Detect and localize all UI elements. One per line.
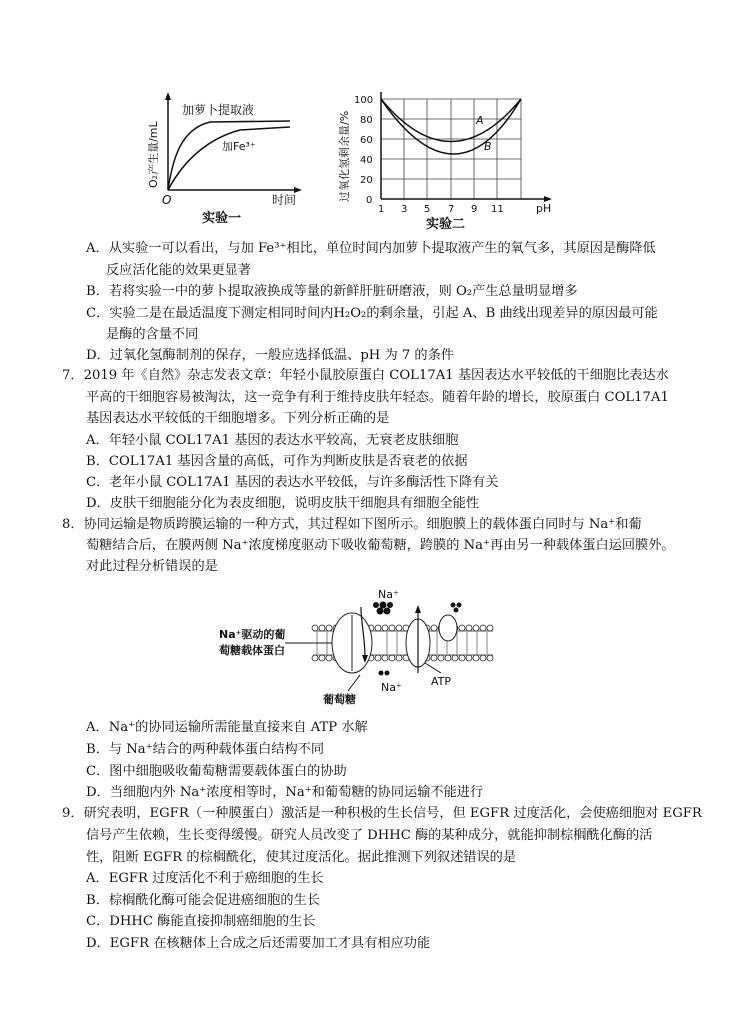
x-axis-label: 时间: [272, 193, 297, 207]
q8-option-b: B．与 Na⁺结合的两种载体蛋白结构不同: [86, 742, 325, 757]
y-tick: 100: [354, 95, 374, 106]
y-axis-label: O₂产生量/mL: [147, 121, 160, 188]
q9-option-b: B．棕榈酰化酶可能会促进癌细胞的生长: [86, 893, 320, 908]
label-curve-b: B: [484, 140, 492, 153]
q8-option-c: C．图中细胞吸收葡萄糖需要载体蛋白的协助: [86, 764, 347, 779]
q6-option-d: D．过氧化氢酶制剂的保存，一般应选择低温、pH 为 7 的条件: [86, 348, 454, 363]
y-tick: 40: [360, 155, 373, 166]
q8-option-a: A．Na⁺的协同运输所需能量直接来自 ATP 水解: [86, 720, 368, 735]
q9-stem-cont: 信号产生依赖，生长变得缓慢。研究人员改变了 DHHC 酶的某种成分，就能抑制棕榈酰化酶的活: [86, 828, 653, 843]
na-cluster-top: [373, 602, 393, 615]
q7-option-b: B．COL17A1 基因含量的高低，可作为判断皮肤是否衰老的依据: [86, 454, 468, 469]
x-tick: 11: [491, 204, 504, 215]
na-cluster-right: [451, 603, 462, 613]
q8-stem-cont: 萄糖结合后，在膜两侧 Na⁺浓度梯度驱动下吸收葡萄糖，跨膜的 Na⁺再由另一种载体蛋白运回膜外。: [86, 538, 675, 553]
q7-stem-cont: 基因表达水平较低的干细胞增多。下列分析正确的是: [86, 411, 390, 426]
y-tick: 20: [360, 175, 373, 186]
x-tick: 5: [424, 204, 431, 215]
x-tick: 3: [401, 204, 408, 215]
q9-option-a: A．EGFR 过度活化不利于癌细胞的生长: [86, 871, 324, 886]
caption-experiment-1: 实验一: [202, 211, 242, 226]
q6-option-c: C．实验二是在最适温度下测定相同时间内H₂O₂的剩余量，引起 A、B 曲线出现差异的原因最可能: [86, 306, 658, 321]
q8-stem-cont: 对此过程分析错误的是: [86, 559, 218, 574]
q9-option-d: D．EGFR 在核糖体上合成之后还需要加工才具有相应功能: [86, 936, 431, 951]
figure-cotransport: [215, 583, 505, 711]
q8-option-d: D．当细胞内外 Na⁺浓度相等时，Na⁺和葡萄糖的协同运输不能进行: [86, 785, 484, 800]
q7-stem-cont: 平高的干细胞容易被淘汰，这一竞争有利于维持皮肤年轻态。随着年龄的增长，胶原蛋白 COL17A1: [86, 390, 669, 405]
q6-option-c-cont: 是酶的含量不同: [106, 327, 199, 342]
label-atp: ATP: [431, 675, 452, 688]
label-fe3: 加Fe³⁺: [222, 140, 256, 153]
q7-option-d: D．皮肤干细胞能分化为表皮细胞，说明皮肤干细胞具有细胞全能性: [86, 496, 480, 511]
q6-option-a-cont: 反应活化能的效果更显著: [106, 263, 252, 278]
label-carrier-1: Na⁺驱动的葡: [219, 628, 286, 641]
q7-option-a: A．年轻小鼠 COL17A1 基因的表达水平较高，无衰老皮肤细胞: [86, 433, 459, 448]
y-tick: 80: [360, 115, 373, 126]
origin-label: O: [162, 193, 172, 207]
label-curve-a: A: [476, 114, 484, 127]
q6-option-b: B．若将实验一中的萝卜提取液换成等量的新鲜肝脏研磨液，则 O₂产生总量明显增多: [86, 284, 578, 299]
y-tick: 60: [360, 135, 373, 146]
label-glucose: 葡萄糖: [323, 693, 356, 706]
x-tick: 1: [378, 204, 385, 215]
figure-experiment-1: [140, 88, 310, 228]
x-tick: 9: [471, 204, 478, 215]
y-axis-label: 过氧化氢剩余量/%: [338, 110, 351, 202]
figure-experiment-2: [336, 84, 566, 232]
na-dots-bottom: [379, 671, 390, 676]
caption-experiment-2: 实验二: [426, 217, 466, 232]
y-tick: 0: [366, 195, 373, 206]
x-axis-label: pH: [536, 202, 552, 215]
label-carrier-2: 萄糖载体蛋白: [219, 644, 285, 657]
label-radish-extract: 加萝卜提取液: [182, 103, 255, 117]
q9-option-c: C．DHHC 酶能直接抑制癌细胞的生长: [86, 914, 316, 929]
q9-stem-cont: 性，阻断 EGFR 的棕榈酰化，使其过度活化。据此推测下列叙述错误的是: [86, 850, 517, 865]
q9-stem: 9．研究表明，EGFR（一种膜蛋白）激活是一种积极的生长信号，但 EGFR 过度活化，会使癌细胞对 EGFR: [62, 806, 702, 821]
q7-stem: 7．2019 年《自然》杂志发表文章：年轻小鼠胶原蛋白 COL17A1 基因表达水平较低的干细胞比表达水: [62, 368, 669, 383]
x-tick: 7: [448, 204, 455, 215]
label-na-bottom: Na⁺: [381, 681, 402, 694]
curve-radish-extract: [168, 121, 290, 190]
q7-option-c: C．老年小鼠 COL17A1 基因的表达水平较低，与许多酶活性下降有关: [86, 475, 499, 490]
q8-stem: 8．协同运输是物质跨膜运输的一种方式，其过程如下图所示。细胞膜上的载体蛋白同时与 Na⁺和葡: [62, 517, 642, 532]
label-na-top: Na⁺: [378, 588, 399, 601]
q6-option-a: A．从实验一可以看出，与加 Fe³⁺相比，单位时间内加萝卜提取液产生的氧气多，其原因是酶降低: [86, 241, 656, 256]
